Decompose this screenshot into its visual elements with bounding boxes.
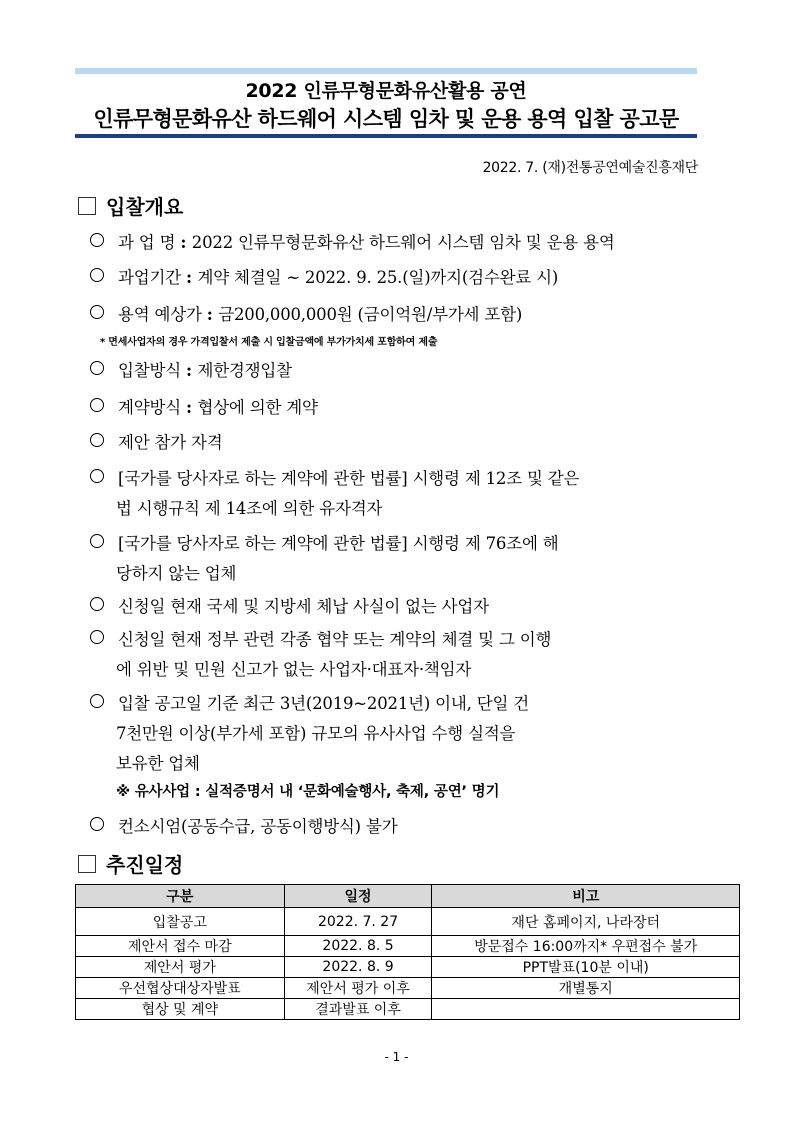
- column-header: 구분: [76, 885, 285, 908]
- item-bid-method: 입찰방식 : 제한경쟁입찰: [90, 356, 710, 386]
- column-header: 비고: [432, 885, 740, 908]
- circle-bullet-icon: [90, 469, 104, 483]
- document-subtitle: 2022 인류무형문화유산활용 공연: [245, 80, 527, 102]
- checkbox-square-icon: [78, 855, 96, 873]
- item-qualification-1: [국가를 당사자로 하는 계약에 관한 법률] 시행령 제 12조 및 같은 법 시행규칙 제 14조에 의한 유자격자: [90, 464, 710, 524]
- circle-bullet-icon: [90, 233, 104, 247]
- table-row: 제안서 평가 2022. 8. 9 PPT발표(10분 이내): [76, 957, 740, 978]
- item-estimated-price: 용역 예상가 : 금200,000,000원 (금이억원/부가세 포함): [90, 300, 710, 330]
- schedule-table: [75, 884, 740, 1020]
- table-row: 협상 및 계약 결과발표 이후: [76, 999, 740, 1020]
- circle-bullet-icon: [90, 305, 104, 319]
- checkbox-square-icon: [78, 197, 96, 215]
- table-row: 입찰공고 2022. 7. 27 재단 홈페이지, 나라장터: [76, 908, 740, 936]
- circle-bullet-icon: [90, 268, 104, 282]
- header-top-bar: [75, 68, 697, 74]
- circle-bullet-icon: [90, 398, 104, 412]
- section-schedule: [78, 849, 183, 878]
- section-title: 입찰개요: [106, 195, 184, 219]
- item-project-period: 과업기간 : 계약 체결일 ~ 2022. 9. 25.(일)까지(검수완료 시): [90, 263, 710, 293]
- similar-project-note: ※ 유사사업 : 실적증명서 내 ‘문화예술행사, 축제, 공연’ 명기: [116, 784, 500, 800]
- circle-bullet-icon: [90, 817, 104, 831]
- header-bottom-bar: [75, 134, 697, 138]
- document-title: 인류무형문화유산 하드웨어 시스템 임차 및 운용 용역 입찰 공고문: [93, 107, 679, 131]
- table-header-row: [76, 885, 740, 908]
- issue-date: 2022. 7. (재)전통공연예술진흥재단: [482, 160, 698, 176]
- item-qualification-2: [국가를 당사자로 하는 계약에 관한 법률] 시행령 제 76조에 해 당하지 않는 업체: [90, 529, 710, 589]
- item-project-name: 과 업 명 : 2022 인류무형문화유산 하드웨어 시스템 임차 및 운용 용역: [90, 228, 710, 258]
- table-row: 제안서 접수 마감 2022. 8. 5 방문접수 16:00까지* 우편접수 불가: [76, 936, 740, 957]
- circle-bullet-icon: [90, 694, 104, 708]
- item-contract-method: 계약방식 : 협상에 의한 계약: [90, 393, 710, 423]
- item-qualification-4: 신청일 현재 정부 관련 각종 협약 또는 계약의 체결 및 그 이행 에 위반 및 민원 신고가 없는 사업자·대표자·책임자: [90, 625, 710, 685]
- item-qualification-5: 입찰 공고일 기준 최근 3년(2019~2021년) 이내, 단일 건 7천만원 이상(부가세 포함) 규모의 유사사업 수행 실적을 보유한 업체: [90, 689, 710, 779]
- circle-bullet-icon: [90, 433, 104, 447]
- circle-bullet-icon: [90, 630, 104, 644]
- circle-bullet-icon: [90, 361, 104, 375]
- tax-note: * 면세사업자의 경우 가격입찰서 제출 시 입찰금액에 부가가치세 포함하여 제출: [100, 337, 438, 348]
- item-qualification-3: 신청일 현재 국세 및 지방세 체납 사실이 없는 사업자: [90, 592, 710, 622]
- table-row: 우선협상대상자발표 제안서 평가 이후 개별통지: [76, 978, 740, 999]
- column-header: 일정: [284, 885, 432, 908]
- section-title: 추진일정: [106, 853, 184, 877]
- item-consortium: 컨소시엄(공동수급, 공동이행방식) 불가: [90, 812, 710, 842]
- page-number: - 1 -: [384, 1050, 409, 1064]
- section-overview: [78, 191, 183, 220]
- circle-bullet-icon: [90, 597, 104, 611]
- circle-bullet-icon: [90, 534, 104, 548]
- item-qualification: 제안 참가 자격: [90, 428, 710, 458]
